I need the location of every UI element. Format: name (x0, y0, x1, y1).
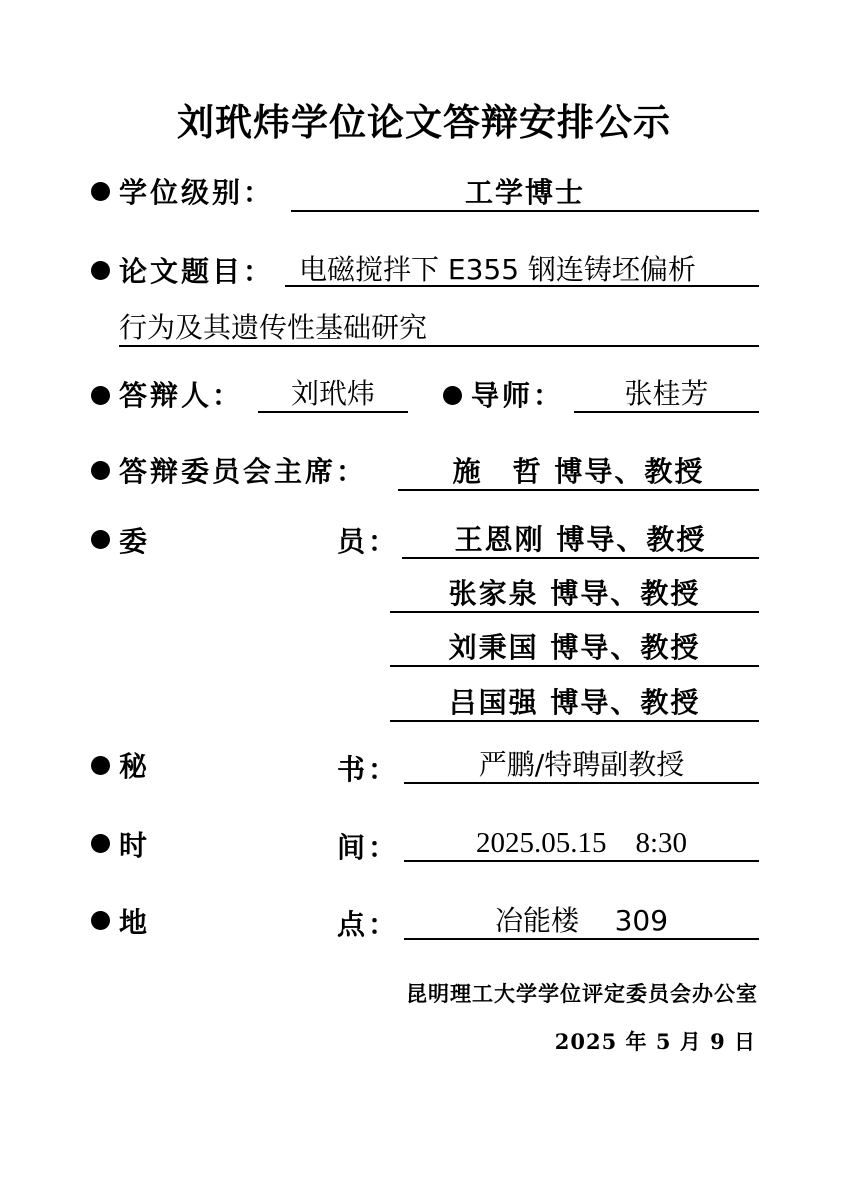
bullet-icon (91, 261, 110, 280)
advisor-label: 导师： (471, 379, 565, 412)
defender-value: 刘玳炜 (258, 377, 408, 413)
member-item: 刘秉国 博导、教授 (390, 631, 759, 667)
place-value: 冶能楼 309 (404, 904, 759, 940)
bullet-icon (91, 386, 110, 405)
bullet-icon (91, 182, 110, 201)
members-label-right: 员： (337, 525, 400, 558)
place-label-left: 地 (119, 906, 151, 939)
chair-value: 施 哲 博导、教授 (398, 455, 759, 491)
degree-value: 工学博士 (291, 176, 759, 212)
issue-date: 2025 年 5 月 9 日 (554, 1029, 756, 1054)
chair-label: 答辩委员会主席： (119, 455, 368, 488)
thesis-label: 论文题目： (119, 255, 275, 288)
bullet-icon (91, 834, 110, 853)
defender-label: 答辩人： (119, 379, 244, 412)
member-item: 吕国强 博导、教授 (390, 686, 759, 722)
bullet-icon (91, 911, 110, 930)
issuing-office: 昆明理工大学学位评定委员会办公室 (406, 981, 758, 1006)
degree-label: 学位级别： (119, 176, 275, 209)
page-title: 刘玳炜学位论文答辩安排公示 (177, 101, 671, 144)
thesis-title-line2: 行为及其遗传性基础研究 (119, 311, 759, 347)
member-item: 王恩刚 博导、教授 (402, 523, 759, 559)
place-label-right: 点： (337, 908, 400, 941)
advisor-value: 张桂芳 (574, 377, 759, 413)
bullet-icon (443, 386, 462, 405)
bullet-icon (91, 756, 110, 775)
time-value: 2025.05.15 8:30 (404, 826, 759, 862)
time-label-right: 间： (337, 831, 400, 864)
secretary-value: 严鹏/特聘副教授 (404, 748, 759, 784)
members-label-left: 委 (119, 525, 151, 558)
member-item: 张家泉 博导、教授 (390, 577, 759, 613)
thesis-title-line1: 电磁搅拌下 E355 钢连铸坯偏析 (285, 253, 759, 287)
bullet-icon (91, 461, 110, 480)
bullet-icon (91, 530, 110, 549)
secretary-label-right: 书： (337, 753, 400, 786)
time-label-left: 时 (119, 829, 151, 862)
secretary-label-left: 秘 (119, 750, 151, 783)
